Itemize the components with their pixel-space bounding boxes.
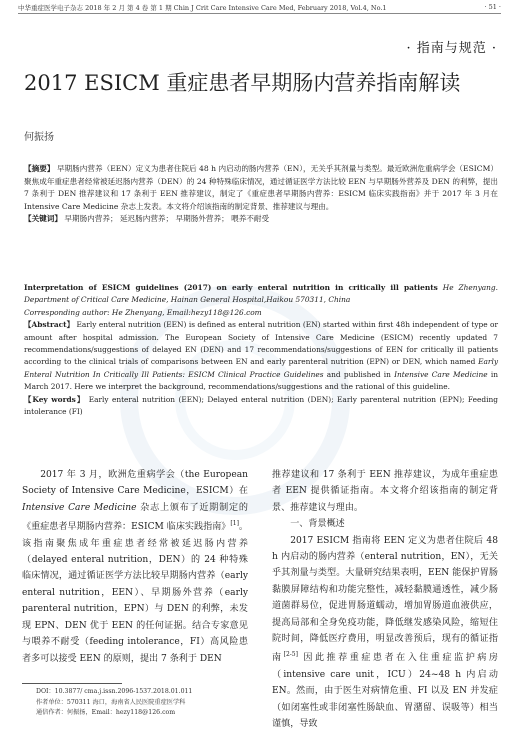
english-abstract-label: 【Abstract】 [24, 320, 75, 330]
english-abstract [24, 282, 498, 418]
section-tag: · 指南与规范 · [406, 41, 497, 56]
body-left-column [22, 467, 248, 667]
english-keywords-label: 【Key words】 [24, 394, 86, 404]
body-right-column [272, 467, 498, 733]
article-author: 何振扬 [24, 132, 54, 143]
body-journal-name: Intensive Care Medicine [22, 502, 137, 513]
body-right-text-1: 推荐建议和 17 条利于 EEN 推荐建议，为成年重症患者 EEN 提供循证指南。本文将介绍该指南的制定背景、推荐建议与理由。 [272, 470, 498, 513]
journal-name: Intensive Care Medicine [394, 369, 488, 379]
header-rule [18, 13, 501, 14]
corresponding-author: Corresponding author: He Zhenyang, Email:hezy118@126.com [24, 307, 262, 317]
english-title: Interpretation of ESICM guidelines (2017) on early enteral nutrition in critically ill patients [24, 283, 438, 292]
author-affiliation: 作者单位：570311 海口，海南省人民医院重症医学科 [36, 698, 186, 706]
footnote-rule [22, 683, 122, 684]
guideline-title: Early Enteral Nutrition In Critically Ill Patients: ESICM Clinical Practice Guidelines [24, 357, 498, 379]
article-title: 2017 ESICM 重症患者早期肠内营养指南解读 [24, 71, 461, 95]
english-abstract-text3: in March 2017. Here we interpret the background, recommendations/suggestions and the rational of this guideline. [24, 369, 498, 392]
chinese-abstract [24, 163, 498, 226]
corresponding-email: 通信作者：何振扬，Email：hezy118@126.com [36, 709, 176, 716]
body-left-text-b: 杂志上颁布了近期制定的《重症患者早期肠内营养：ESICM 临床实践指南》 [22, 502, 248, 533]
english-authors: He Zhenyang. Department of Critical Care Medicine, Hainan General Hospital,Haikou 570311, China [24, 283, 498, 305]
keywords-label: 【关键词】 [24, 214, 62, 224]
english-abstract-text1: Early enteral nutrition (EEN) is defined as enteral nutrition (EN) started within first 48h independent of type or amount after hospital admission. The European Society of Intensive Care Medicine (ESICM) recently updated 7 recommendations/suggestions of delayed EN (DEN) and 17 recommendations/suggestions of EEN for critically ill patients according to the clinical trials of comparisons between EN and early parenteral nutrition (EPN) or DEN, which named [24, 320, 498, 367]
citation-ref-1: [1] [230, 520, 239, 528]
english-keywords: Early enteral nutrition (EEN); Delayed enteral nutrition (DEN); Early parenteral nutrition (EPN); Feeding intolerance (FI) [24, 394, 498, 417]
keywords-text: 早期肠内营养； 延迟肠内营养； 早期肠外营养； 喂养不耐受 [64, 214, 270, 224]
body-right-text-2a: 2017 ESICM 指南将 EEN 定义为患者住院后 48 h 内启动的肠内营养（enteral nutrition，EN），无关乎其剂量与类型。大量研究结果表明，EEN 能保护胃肠黏膜屏障结构和功能完整性，减轻黏膜通透性，减少肠道菌群易位，促进胃肠道蠕动，增加胃肠道血液供应，提高局部和全身免疫功能，降低继发感染风险，缩短住院时间，降低医疗费用，明显改善预后，现有的循证指南 [272, 535, 498, 664]
doi: DOI：10.3877/ cma.j.issn.2096-1537.2018.01.011 [36, 688, 193, 695]
body-left-text-c: 。该指南聚焦成年重症患者经常被延迟肠内营养（delayed enteral nutrition，DEN）的 24 种特殊临床情况，通过循证医学方法比较早期肠内营养（early enteral nutrition，EEN）、早期肠外营养（early parenteral nutrition，EPN）与 DEN 的利弊，未发现 EPN、DEN 优于 EEN 的任何证据。结合专家意见与喂养不耐受（feeding intolerance，FI）高风险患者多可以接受 EEN 的原则，提出 7 条利于 DEN [22, 522, 249, 664]
page-number: · 51 · [484, 3, 501, 11]
abstract-text: 早期肠内营养（EEN）定义为患者住院后 48 h 内启动的肠内营养（EN），无关乎其剂量与类型。最近欧洲危重病学会（ESICM）聚焦成年重症患者经常被延迟肠内营养（DEN）的 24 种特殊临床情况，通过循证医学方法比较 EEN 与早期肠外营养及 DEN 的利弊，提出 7 条利于 DEN 推荐建议和 17 条利于 EEN 推荐建议，制定了《重症患者早期肠内营养：ESICM 临床实践指南》并于 2017 年 3 月在 Intensive Care Medicine 杂志上发表。本文将介绍该指南的制定背景、推荐建议与理由。 [24, 164, 499, 211]
english-abstract-text2: and published in [323, 369, 395, 379]
running-header: 中华重症医学电子杂志 2018 年 2 月 第 4 卷 第 1 期 Chin J Crit Care Intensive Care Med, February 2018, Vol.4, No.1 [18, 4, 387, 12]
citation-ref-2-5: [2-5] [283, 651, 298, 659]
body-left-text-a: 2017 年 3 月，欧洲危重病学会（the European Society of Intensive Care Medicine，ESICM）在 [22, 470, 248, 497]
body-right-text-2b: 因此推荐重症患者在入住重症监护病房（intensive care unit，ICU）24~48 h 内启动 EN。然而，由于医生对病情危重、FI 以及 EN 并发症（如闭塞性或非闭塞性肠缺血、胃潴留、误吸等）相当谨慎，导致 [272, 653, 498, 730]
abstract-label: 【摘要】 [24, 164, 55, 173]
footnote [36, 687, 192, 719]
section-heading-background: 一、背景概述 [290, 519, 345, 530]
